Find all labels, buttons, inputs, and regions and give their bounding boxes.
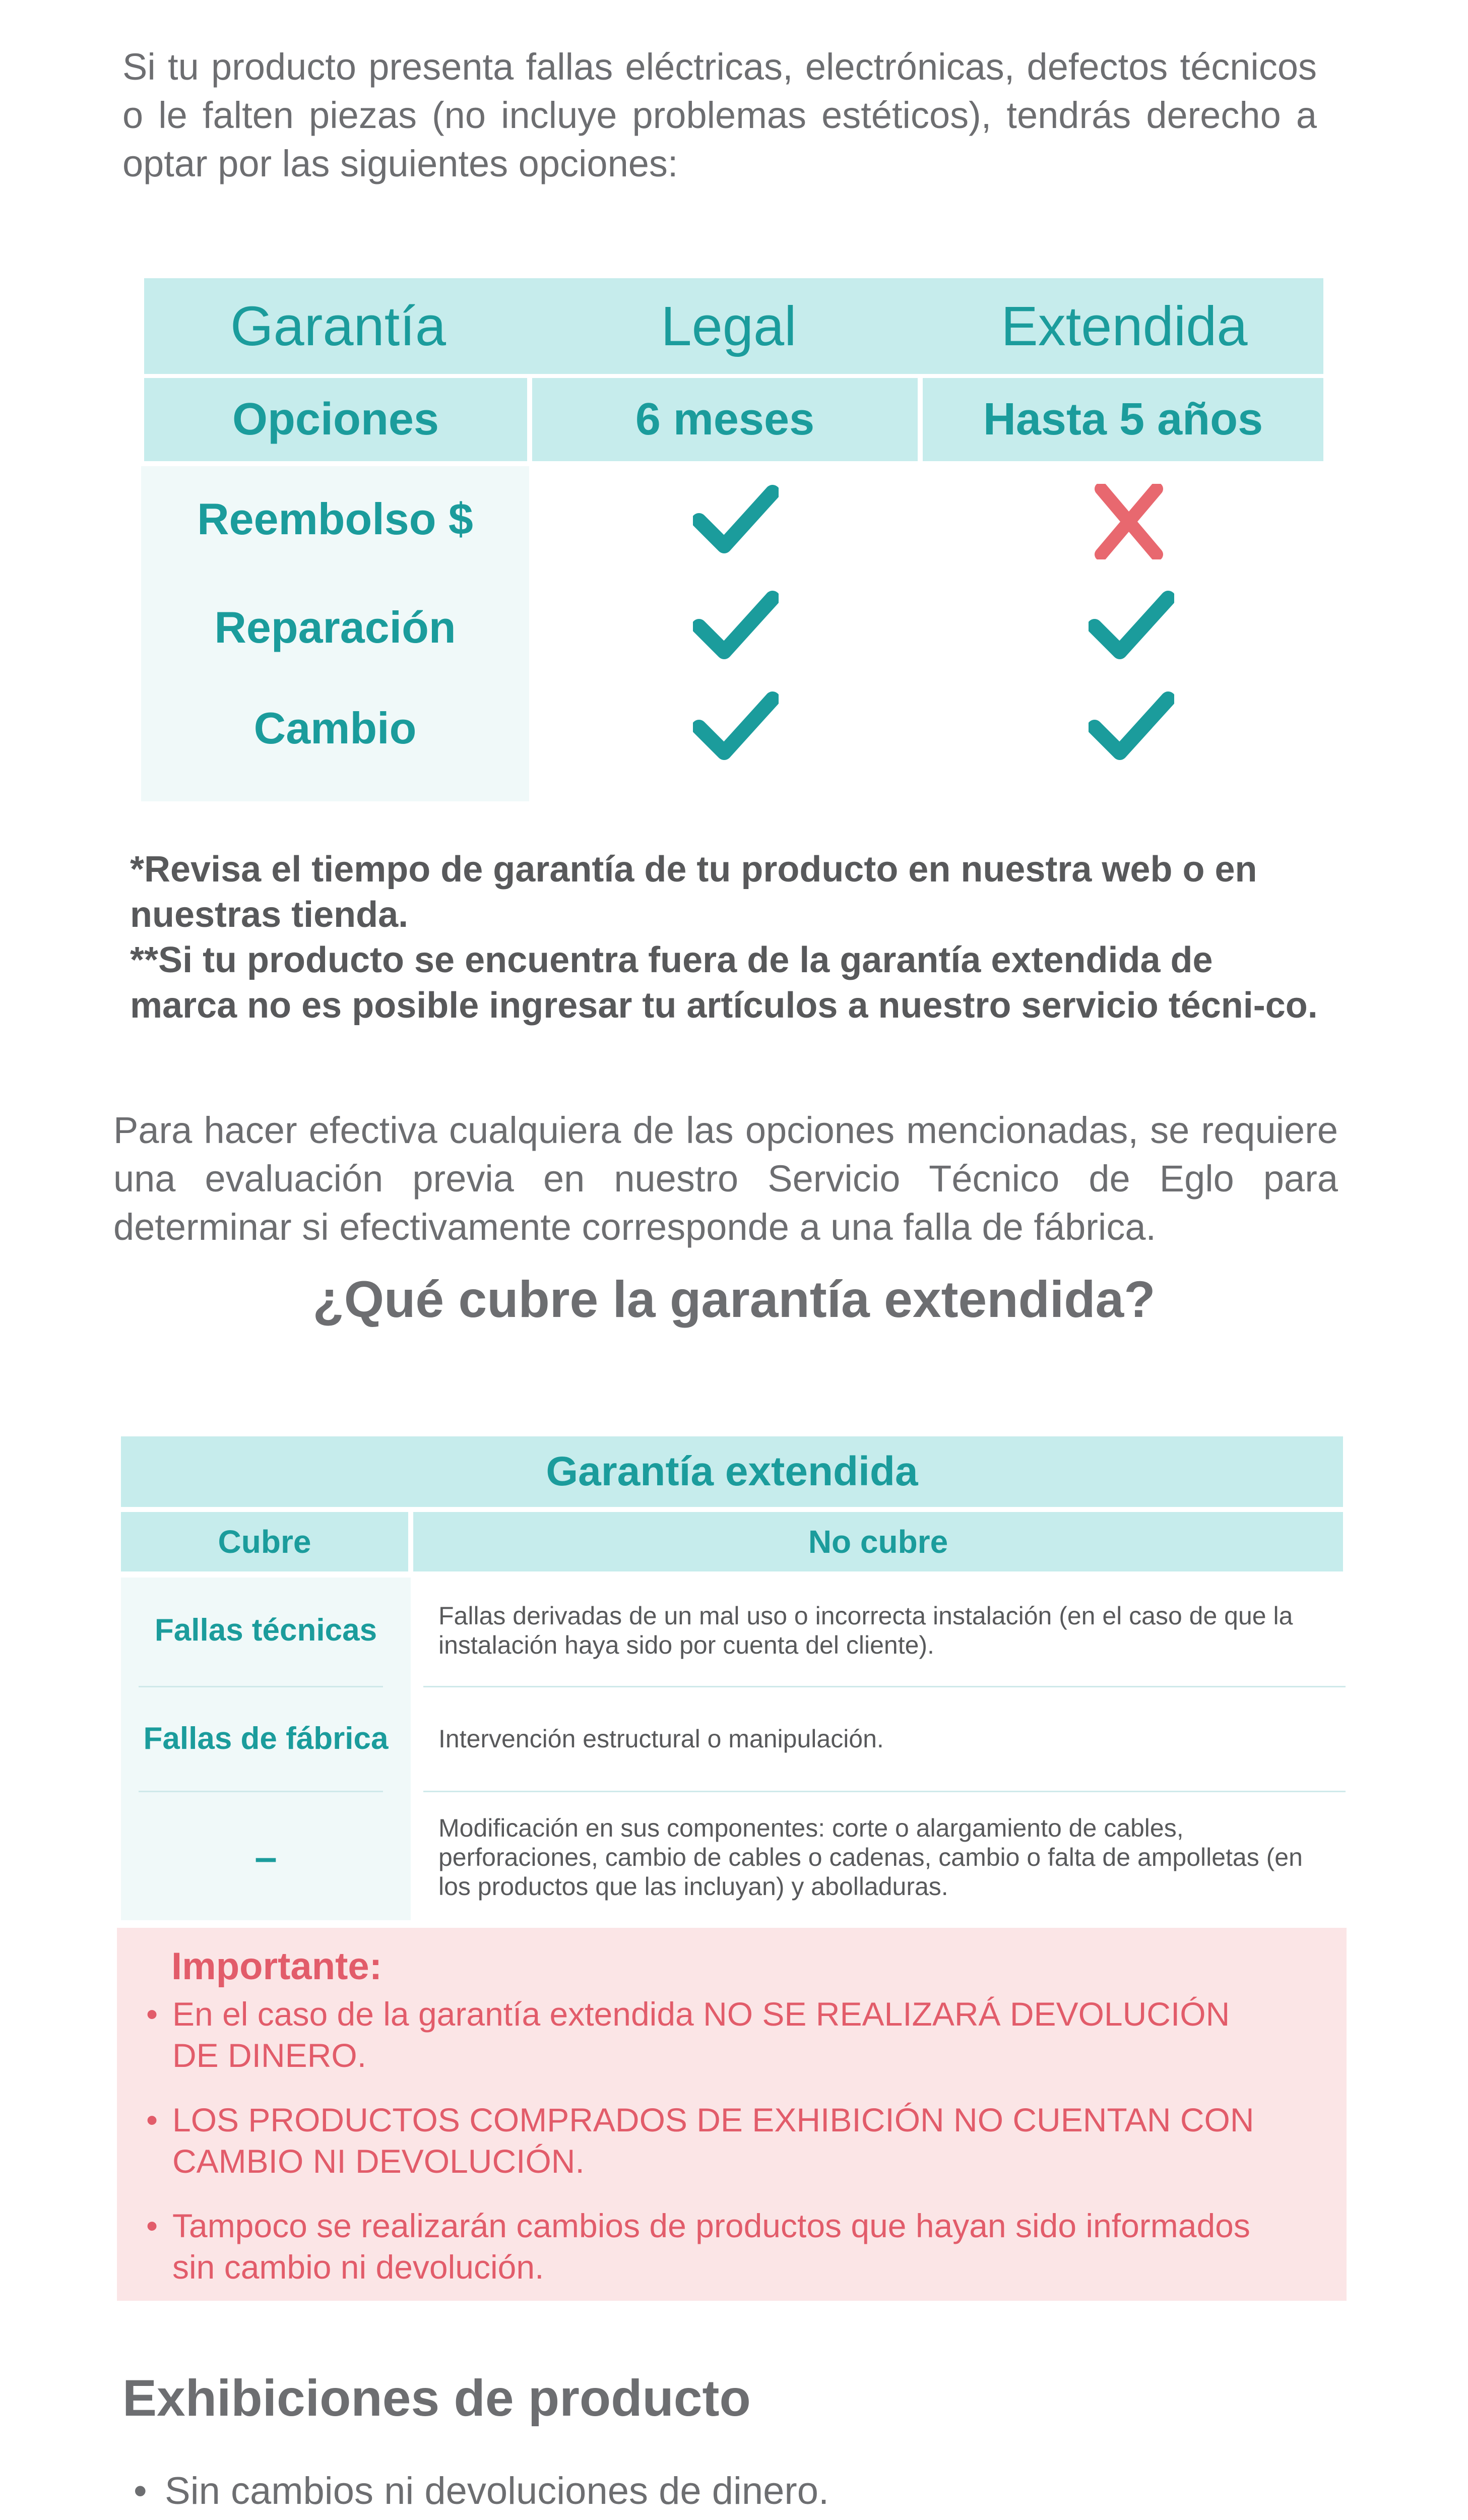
warranty-subheader-opciones: Opciones: [144, 378, 527, 461]
divider: [139, 1686, 383, 1687]
coverage-heading: ¿Qué cubre la garantía extendida?: [312, 1271, 1156, 1328]
note-check-warranty-time: *Revisa el tiempo de garantía de tu producto en nuestra web o en nuestras tienda.: [130, 849, 1257, 935]
warranty-notes: [130, 847, 1329, 1028]
coverage-col-not-covers: No cubre: [413, 1512, 1343, 1571]
important-item: • LOS PRODUCTOS COMPRADOS DE EXHIBICIÓN NO CUENTAN CON CAMBIO NI DEVOLUCIÓN.: [146, 2099, 1255, 2182]
warranty-header-legal: Legal: [532, 278, 925, 374]
warranty-header-extendida: Extendida: [925, 278, 1323, 374]
important-item: • Tampoco se realizarán cambios de productos que hayan sido informados sin cambio ni devolución.: [146, 2205, 1255, 2288]
divider: [423, 1686, 1346, 1687]
note-outside-extended-warranty: **Si tu producto se encuentra fuera de la garantía extendida de marca no es posible ingresar tu artículos a nuestro servicio técni-co.: [130, 940, 1318, 1026]
intro-text: Si tu producto presenta fallas eléctricas, electrónicas, defectos técnicos o le falten piezas (no incluye problemas estéticos), tendrás derecho a optar por las siguientes opciones:: [122, 46, 1317, 184]
check-icon: [1089, 587, 1174, 663]
option-label-reparacion: Reparación: [214, 602, 456, 652]
warranty-subheader-legal-duration: 6 meses: [532, 378, 918, 461]
divider: [139, 1791, 383, 1792]
warranty-subheader-extendida-duration: Hasta 5 años: [923, 378, 1323, 461]
not-covers-item: Intervención estructural o manipulación.: [438, 1725, 884, 1753]
important-title: Importante:: [171, 1945, 382, 1988]
evaluation-text: Para hacer efectiva cualquiera de las opciones mencionadas, se requiere una evaluación previa en nuestro Servicio Técnico de Eglo para determinar si efectivamente corresponde a una falla de fábrica.: [113, 1109, 1338, 1248]
exhibition-title: Exhibiciones de producto: [122, 2369, 751, 2427]
covers-item: Fallas técnicas: [154, 1613, 377, 1648]
check-icon: [693, 587, 779, 663]
divider: [423, 1791, 1346, 1792]
warranty-header-garantia: Garantía: [144, 278, 532, 374]
coverage-table-title: Garantía extendida: [121, 1436, 1343, 1507]
not-covers-item: Fallas derivadas de un mal uso o incorrecta instalación (en el caso de que la instalación haya sido por cuenta del cliente).: [438, 1602, 1293, 1659]
bullet: •: [146, 2101, 158, 2138]
check-icon: [693, 481, 779, 557]
covers-item: Fallas de fábrica: [143, 1721, 389, 1756]
check-icon: [1089, 688, 1174, 764]
bullet: •: [146, 1995, 158, 2033]
bullet: •: [146, 2207, 158, 2244]
important-item: • En el caso de la garantía extendida NO SE REALIZARÁ DEVOLUCIÓN DE DINERO.: [146, 1993, 1255, 2076]
coverage-col-covers: Cubre: [121, 1512, 408, 1571]
not-covers-item: Modificación en sus componentes: corte o alargamiento de cables, perforaciones, cambio de cables o cadenas, cambio o falta de ampolletas (en los productos que las incluyan) y abolladuras.: [438, 1814, 1303, 1901]
option-label-reembolso: Reembolso $: [197, 494, 473, 544]
covers-item: –: [254, 1835, 277, 1879]
option-label-cambio: Cambio: [253, 703, 417, 753]
bullet: •: [134, 2470, 147, 2512]
check-icon: [693, 688, 779, 764]
cross-icon: [1086, 484, 1172, 559]
exhibition-item: • Sin cambios ni devoluciones de dinero.: [134, 2467, 1293, 2515]
